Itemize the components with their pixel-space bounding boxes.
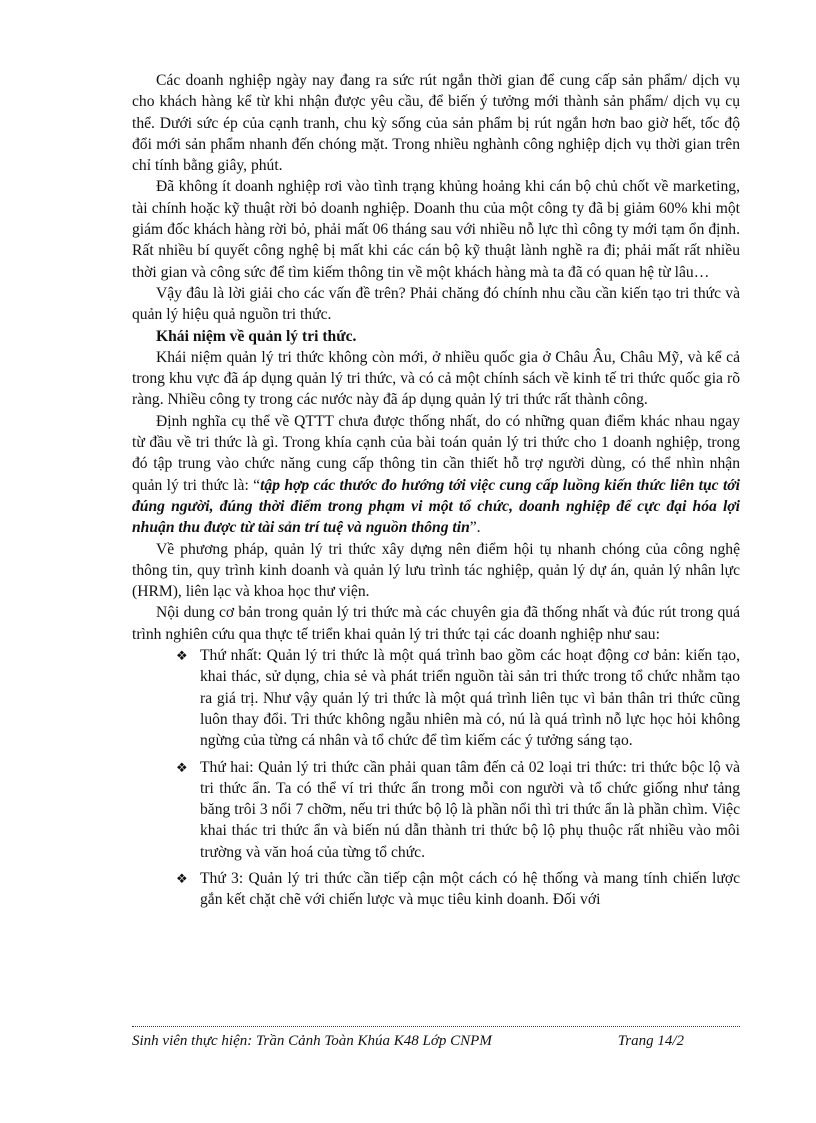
paragraph-4: Khái niệm quản lý tri thức không còn mới, ở nhiều quốc gia ở Châu Âu, Châu Mỹ, và kể cả trong khu vực đã áp dụng quản lý tri thức, và có cả một chính sách về kinh tế tri thức quốc gia rõ ràng. Nhiều công ty trong các nước này đã áp dụng quản lý tri thức rất thành công. — [132, 348, 740, 409]
page-number: Trang 14/2 — [617, 1033, 684, 1049]
bullet-list — [132, 645, 740, 911]
definition-quote: tập hợp các thước đo hướng tới việc cung cấp luồng kiến thức liên tục tới đúng người, đúng thời điểm trong phạm vi một tổ chức, doanh nghiệp để cực đại hóa lợi nhuận thu được từ tài sản trí tuệ và nguồn thông tin — [132, 476, 740, 537]
paragraph-2: Đã không ít doanh nghiệp rơi vào tình trạng khủng hoảng khi cán bộ chủ chốt về marketing, tài chính hoặc kỹ thuật rời bỏ doanh nghiệp. Doanh thu của một công ty đã bị giảm 60% khi một giám đốc khách hàng rời bỏ, phải mất 06 tháng sau với nhiều nỗ lực thì công ty mới tạm ổn định. Rất nhiều bí quyết công nghệ bị mất khi các cán bộ kỹ thuật lành nghề ra đi; phải mất rất nhiều thời gian và công sức để tìm kiếm thông tin về một khách hàng mà ta đã có quan hệ từ lâu… — [132, 178, 740, 281]
diamond-bullet-icon: ❖ — [176, 759, 188, 775]
list-item — [176, 868, 740, 911]
paragraph-1: Các doanh nghiệp ngày nay đang ra sức rút ngắn thời gian để cung cấp sản phẩm/ dịch vụ cho khách hàng kể từ khi nhận được yêu cầu, để biến ý tưởng mới thành sản phẩm/ dịch vụ cụ thể. Dưới sức ép của cạnh tranh, chu kỳ sống của sản phẩm bị rút ngắn hơn bao giờ hết, tốc độ đổi mới sản phẩm nhanh đến chóng mặt. Trong nhiều nghành công nghiệp dịch vụ thời gian trên chỉ tính bằng giây, phút. — [132, 72, 740, 175]
diamond-bullet-icon: ❖ — [176, 648, 188, 664]
footer-author: Sinh viên thực hiện: Trần Cảnh Toàn Khúa K48 Lớp CNPM — [132, 1033, 492, 1049]
paragraph-5-intro: Định nghĩa cụ thể về QTTT chưa được thống nhất, do có những quan điểm khác nhau ngay từ đầu về tri thức là gì. Trong khía cạnh của bài toán quản lý tri thức cho 1 doanh nghiệp, trong đó tập trung vào chức năng cung cấp thông tin cần thiết hỗ trợ người dùng, có thể nhìn nhận quản lý tri thức là: “ — [132, 412, 740, 494]
paragraph-5 — [132, 411, 740, 539]
paragraph-6: Về phương pháp, quản lý tri thức xây dựng nên điểm hội tụ nhanh chóng của công nghệ thông tin, quy trình kinh doanh và quản lý lưu trình tác nghiệp, quản lý dự án, quản lý nhân lực (HRM), liên lạc và khoa học thư viện. — [132, 540, 740, 601]
list-item-text: Thứ 3: Quản lý tri thức cần tiếp cận một cách có hệ thống và mang tính chiến lược gắn kết chặt chẽ với chiến lược và mục tiêu kinh doanh. Đối với — [200, 869, 740, 909]
list-item — [176, 645, 740, 751]
paragraph-7: Nội dung cơ bản trong quản lý tri thức mà các chuyên gia đã thống nhất và đúc rút trong quá trình nghiên cứu qua thực tế triển khai quản lý tri thức tại các doanh nghiệp như sau: — [132, 604, 740, 643]
paragraph-5-end: ”. — [469, 519, 481, 537]
list-item-text: Thứ hai: Quản lý tri thức cần phải quan tâm đến cả 02 loại tri thức: tri thức bộc lộ và tri thức ẩn. Ta có thể ví tri thức ẩn trong mỗi con người và tổ chức giống như tảng băng trôi 3 nổi 7 chỡm, nếu tri thức bộ lộ là phần nổi thì tri thức ẩn là phần chìm. Việc khai thác tri thức ẩn và biến nú dẫn thành tri thức bộ lộ phụ thuộc rất nhiều vào môi trường và văn hoá của từng tổ chức. — [200, 758, 740, 861]
diamond-bullet-icon: ❖ — [176, 870, 188, 886]
page-footer — [132, 1026, 740, 1049]
list-item-text: Thứ nhất: Quản lý tri thức là một quá trình bao gồm các hoạt động cơ bản: kiến tạo, khai thác, sử dụng, chia sẻ và phát triển nguồn tài sản tri thức trong tổ chức nhằm tạo ra giá trị. Như vậy quản lý tri thức là một quá trình liên tục vì bản thân tri thức cũng luôn thay đổi. Tri thức không ngẫu nhiên mà có, nú là quá trình nỗ lực học hỏi không ngừng của từng cá nhân và tổ chức để tìm kiếm các ý tưởng sáng tạo. — [200, 647, 740, 750]
document-body — [132, 70, 740, 916]
list-item — [176, 757, 740, 863]
section-heading: Khái niệm về quản lý tri thức. — [156, 327, 357, 345]
paragraph-3: Vậy đâu là lời giải cho các vấn đề trên? Phải chăng đó chính nhu cầu cần kiến tạo tri thức và quản lý hiệu quả nguồn tri thức. — [132, 284, 740, 324]
